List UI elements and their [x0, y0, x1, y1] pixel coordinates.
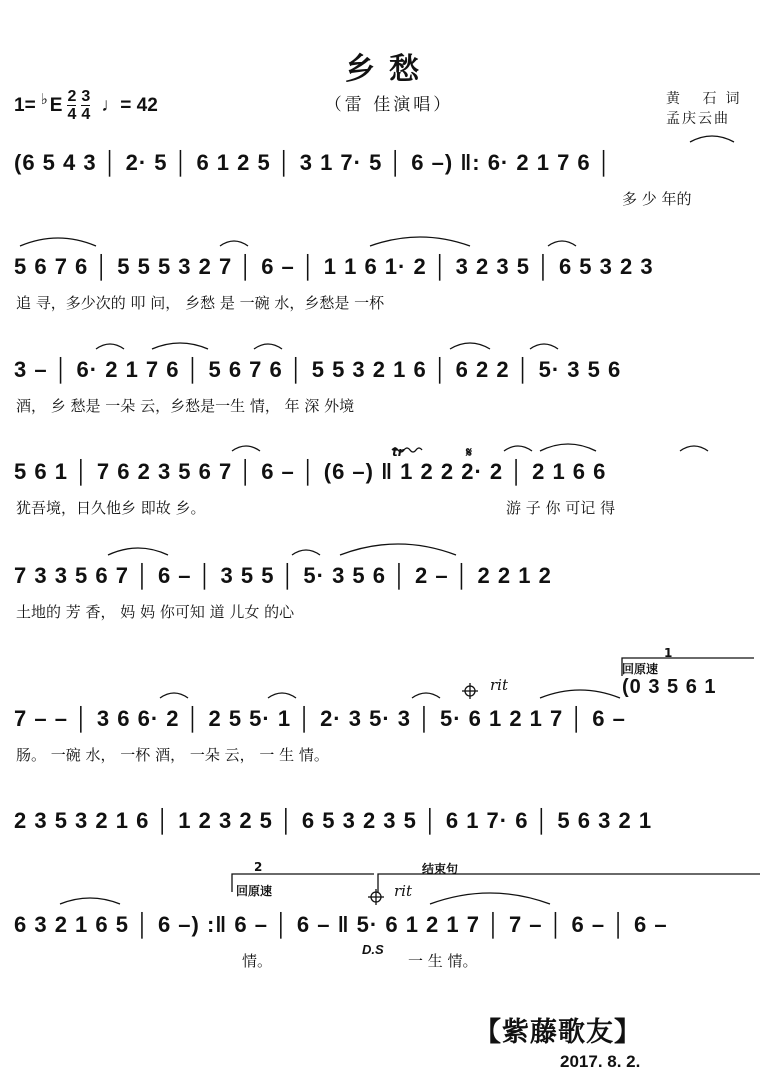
lyric-line: 情。 [242, 952, 273, 970]
slur [540, 690, 620, 698]
lyric-line: 一 生 情。 [408, 952, 478, 970]
slur [450, 343, 490, 349]
tempo-return-label: 回原速 [236, 884, 273, 898]
composer: 孟庆云曲 [666, 111, 730, 127]
lyric-line: 酒， 乡 愁是 一朵 云，乡愁是一生 情， 年 深 外境 [16, 397, 355, 415]
brand-label: 【紫藤歌友】 [474, 1017, 642, 1048]
tempo-mark: ♩= 42 [101, 94, 158, 116]
flat-sign: ♭ [40, 90, 48, 108]
notes-line: 3 – │ 6· 2 1 7 6 │ 5 6 7 6 │ 5 5 3 2 1 6 │ 6 2 2 │ 5· 3 5 6 [14, 357, 622, 382]
lyric-line: 追 寻，多少次的 叩 问， 乡愁 是 一碗 水，乡愁是 一杯 [16, 294, 385, 312]
volta-1-notes: (0 3 5 6 1 [622, 676, 717, 698]
slur [680, 446, 708, 451]
ending-label: 结束句 [422, 862, 459, 876]
time-signature-1: $\frac{2}{4}$ [67, 88, 77, 123]
segno-icon: 𝄋 [466, 445, 473, 461]
slur [370, 237, 470, 246]
slur [96, 344, 124, 349]
song-title: 乡愁 [345, 52, 433, 87]
ending-bracket [378, 874, 760, 892]
volta-1-number: 1 [664, 646, 673, 660]
notes-line: 5 6 1 │ 7 6 2 3 5 6 7 │ 6 – │ (6 –) ‖ 1 2 2 2· 2 │ 2 1 6 6 [14, 459, 607, 484]
ds-mark: D.S [362, 942, 384, 957]
slur [530, 344, 558, 349]
slur [232, 446, 260, 451]
notes-line: (6 5 4 3 │ 2· 5 │ 6 1 2 5 │ 3 1 7· 5 │ 6 –) ‖: 6· 2 1 7 6 │ [14, 150, 613, 175]
notes-line: 7 3 3 5 6 7 │ 6 – │ 3 5 5 │ 5· 3 5 6 │ 2 – │ 2 2 1 2 [14, 563, 552, 588]
slur [548, 241, 576, 246]
rit-mark: rit [394, 882, 412, 900]
slur [690, 136, 734, 142]
date-label: 2017. 8. 2. [560, 1052, 641, 1071]
lyric-line: 多 少 年的 [622, 190, 692, 208]
slur [60, 898, 120, 904]
slur [20, 238, 96, 246]
slur [540, 444, 596, 451]
slur [340, 544, 456, 555]
time-signature-2: $\frac{3}{4}$ [81, 88, 91, 123]
slur [160, 693, 188, 698]
tempo-return-label: 回原速 [622, 662, 659, 676]
notes-line: 7 – – │ 3 6 6· 2 │ 2 5 5· 1 │ 2· 3 5· 3 │ 5· 6 1 2 1 7 │ 6 – [14, 706, 626, 731]
notes-line: 2 3 5 3 2 1 6 │ 1 2 3 2 5 │ 6 5 3 2 3 5 │ 6 1 7· 6 │ 5 6 3 2 1 [14, 808, 653, 833]
lyric-line: 游 子 你 可记 得 [506, 499, 616, 517]
trill-wave [392, 448, 422, 452]
trill-mark: tr [392, 445, 404, 459]
key-prefix: 1= [14, 94, 36, 116]
volta-1-bracket [622, 658, 754, 676]
lyricist: 黄 石词 [666, 91, 749, 107]
lyric-line: 土地的 芳 香， 妈 妈 你可知 道 儿女 的心 [16, 603, 295, 621]
slur [504, 446, 532, 451]
notes-line: 6 3 2 1 6 5 │ 6 –) :‖ 6 – │ 6 – ‖ 5· 6 1 2 1 7 │ 7 – │ 6 – │ 6 – [14, 912, 668, 937]
volta-2-number: 2 [254, 860, 263, 874]
key-note: E [49, 94, 63, 116]
rit-mark: rit [490, 676, 508, 694]
slur [220, 241, 248, 246]
slur [412, 693, 440, 698]
lyric-line: 肠。 一碗 水， 一杯 酒， 一朵 云， 一 生 情。 [16, 746, 329, 764]
slur [254, 344, 282, 349]
volta-2-bracket [232, 874, 374, 892]
notes-line: 5 6 7 6 │ 5 5 5 3 2 7 │ 6 – │ 1 1 6 1· 2 │ 3 2 3 5 │ 6 5 3 2 3 [14, 254, 654, 279]
singer-credit: （雷 佳演唱） [324, 95, 454, 115]
slur [268, 693, 296, 698]
slur [430, 893, 550, 904]
slur [292, 550, 320, 555]
slur [152, 343, 208, 349]
lyric-line: 犹吾境，日久他乡 即故 乡。 [16, 499, 206, 517]
slur [108, 548, 168, 555]
